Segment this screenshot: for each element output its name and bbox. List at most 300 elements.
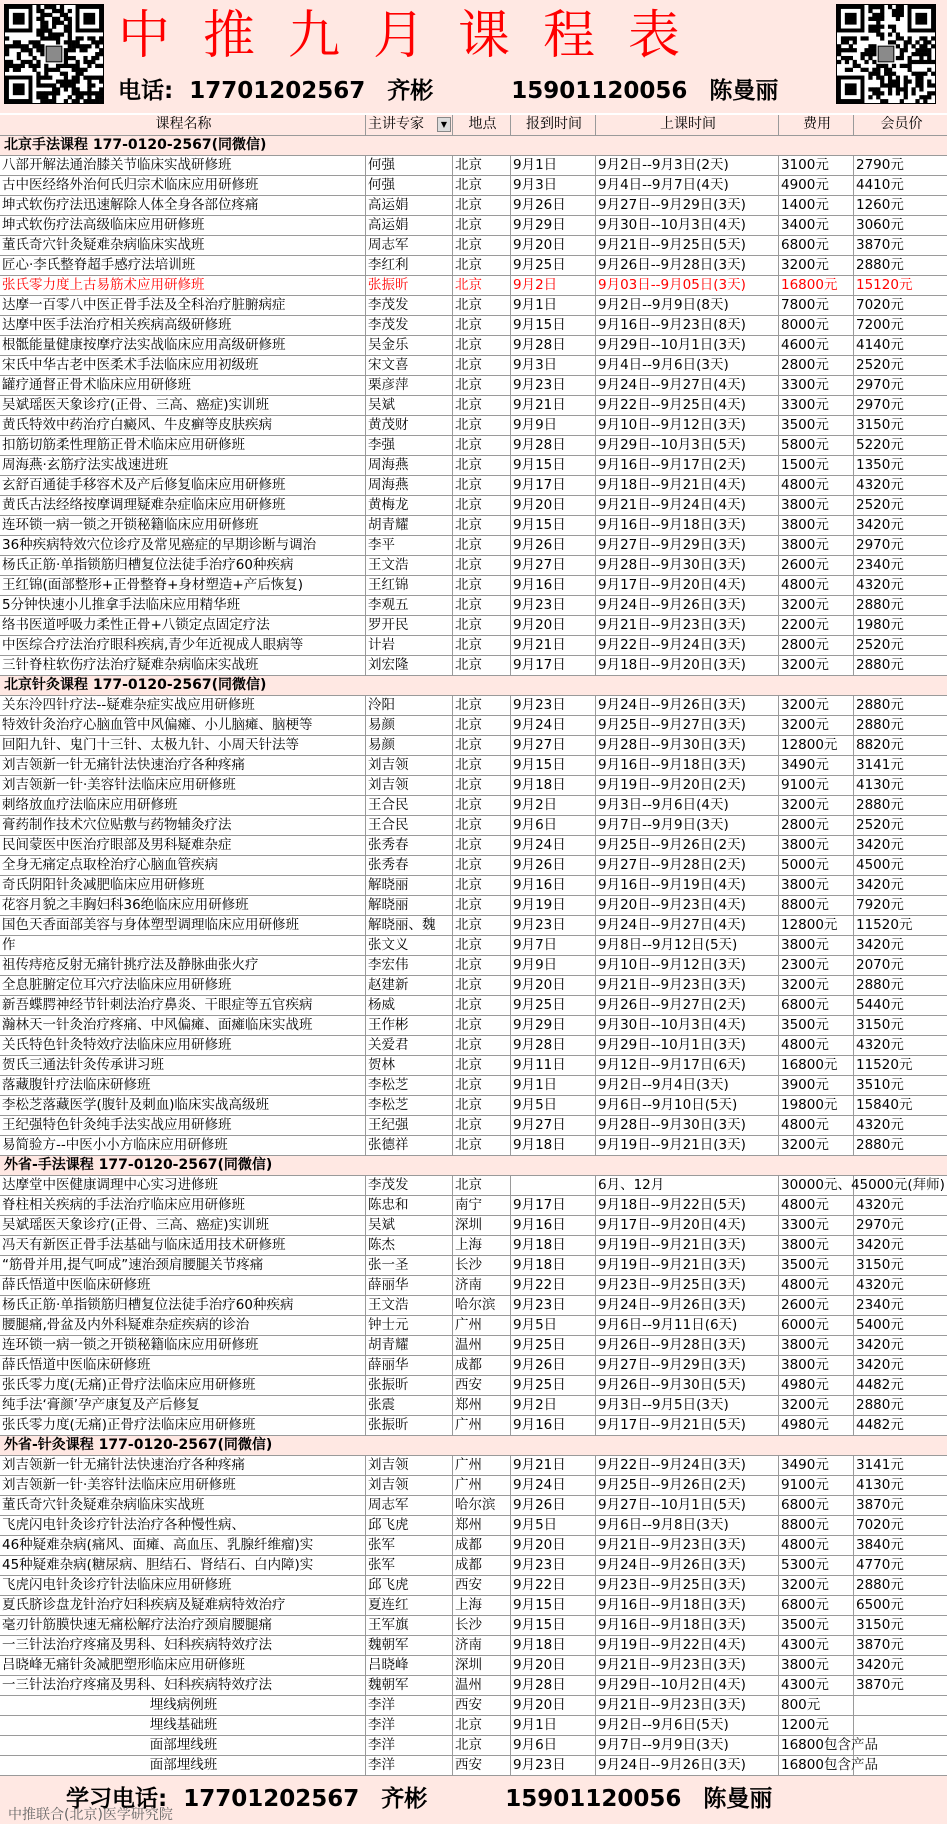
checkin-date-cell: 9月26日: [511, 1356, 596, 1375]
member-price-cell: 2970元: [856, 377, 904, 393]
expert-cell: 刘吉领: [366, 756, 453, 775]
table-row: [0, 1696, 947, 1716]
checkin-date-cell: 9月20日: [511, 1696, 596, 1715]
class-time-cell: 9月21日--9月23日(3天): [596, 1656, 779, 1675]
table-row: [0, 556, 947, 576]
checkin-date-cell: 9月15日: [511, 456, 596, 475]
member-price-cell: 2070元: [856, 957, 904, 973]
table-row: [0, 996, 947, 1016]
expert-cell: 王合民: [366, 816, 453, 835]
checkin-date-cell: 9月16日: [511, 1416, 596, 1435]
fee-cell: 3100元: [779, 156, 854, 175]
member-price-cell: 2520元: [856, 357, 904, 373]
member-price-cell: 2880元: [856, 1137, 904, 1153]
table-row: [0, 1556, 947, 1576]
table-row: [0, 836, 947, 856]
location-cell: 上海: [453, 1596, 511, 1615]
member-price-cell: 7200元: [856, 317, 904, 333]
expert-cell: 何强: [366, 176, 453, 195]
footer-watermark: 中推联合(北京)医学研究院: [8, 1807, 173, 1823]
member-price-cell: 2880元: [856, 797, 904, 813]
member-price-cell: 3870元: [856, 1677, 904, 1693]
member-price-cell: 7020元: [856, 1517, 904, 1533]
expert-cell: 吴斌: [366, 1216, 453, 1235]
section-title: 北京针灸课程 177-0120-2567(同微信): [4, 677, 267, 693]
course-name-cell: 黄氏古法经络按摩调理疑难杂症临床应用研修班: [0, 496, 366, 515]
checkin-date-cell: 9月18日: [511, 1636, 596, 1655]
checkin-date-cell: 9月21日: [511, 396, 596, 415]
member-price-cell: 3150元: [856, 1617, 904, 1633]
fee-cell: 4980元: [779, 1376, 854, 1395]
course-name-cell: 达摩一百零八中医正骨手法及全科治疗脏腑病症: [0, 296, 366, 315]
member-price-cell: 4320元: [856, 577, 904, 593]
member-price-cell: 2970元: [856, 397, 904, 413]
expert-cell: 李洋: [366, 1736, 453, 1755]
class-time-cell: 9月16日--9月23日(8天): [596, 316, 779, 335]
class-time-cell: 9月28日--9月30日(3天): [596, 736, 779, 755]
member-price-cell: 3060元: [856, 217, 904, 233]
table-row: [0, 496, 947, 516]
class-time-cell: 9月8日--9月12日(5天): [596, 936, 779, 955]
checkin-date-cell: 9月23日: [511, 376, 596, 395]
table-row: [0, 1336, 947, 1356]
fee-cell: 4300元: [779, 1636, 854, 1655]
expert-cell: 高运娟: [366, 196, 453, 215]
course-name-cell: 5分钟快速小儿推拿手法临床应用精华班: [0, 596, 366, 615]
table-row: [0, 1036, 947, 1056]
table-row: [0, 1496, 947, 1516]
checkin-date-cell: 9月26日: [511, 196, 596, 215]
table-row: [0, 536, 947, 556]
course-name-cell: 坤式软伤疗法高级临床应用研修班: [0, 216, 366, 235]
class-time-cell: 9月24日--9月26日(3天): [596, 1556, 779, 1575]
course-name-cell: 连环锁一病一锁之开锁秘籍临床应用研修班: [0, 516, 366, 535]
contact2-name: 陈曼丽: [709, 78, 779, 104]
checkin-date-cell: 9月22日: [511, 1276, 596, 1295]
fee-cell: 16800元: [779, 1056, 854, 1075]
location-cell: 西安: [453, 1576, 511, 1595]
course-name-cell: 祖传痔疮反射无痛针挑疗法及静脉曲张火疗: [0, 956, 366, 975]
fee-cell: 3900元: [779, 1076, 854, 1095]
course-name-cell: 黄氏特效中药治疗白癜风、牛皮癣等皮肤疾病: [0, 416, 366, 435]
class-time-cell: 9月27日--9月29日(3天): [596, 536, 779, 555]
table-row: [0, 856, 947, 876]
location-cell: 北京: [453, 296, 511, 315]
member-price-cell: 4140元: [856, 337, 904, 353]
checkin-date-cell: 9月21日: [511, 636, 596, 655]
expert-cell: 王合民: [366, 796, 453, 815]
fee-cell: 2300元: [779, 956, 854, 975]
fee-cell: 4800元: [779, 1036, 854, 1055]
member-price-cell: 2520元: [856, 817, 904, 833]
class-time-cell: 9月2日--9月6日(5天): [596, 1716, 779, 1735]
checkin-date-cell: 9月3日: [511, 356, 596, 375]
checkin-date-cell: 9月3日: [511, 176, 596, 195]
location-cell: 北京: [453, 316, 511, 335]
checkin-date-cell: 9月16日: [511, 576, 596, 595]
table-row: [0, 1476, 947, 1496]
fee-cell: 3800元: [779, 876, 854, 895]
location-cell: 北京: [453, 156, 511, 175]
member-price-cell: 3870元: [856, 1497, 904, 1513]
class-time-cell: 9月30日--10月3日(4天): [596, 216, 779, 235]
checkin-date-cell: 9月18日: [511, 1256, 596, 1275]
fee-cell: 12800元: [779, 736, 854, 755]
course-name-cell: 八部开解法通治膝关节临床实战研修班: [0, 156, 366, 175]
expert-cell: 李宏伟: [366, 956, 453, 975]
checkin-date-cell: 9月23日: [511, 1556, 596, 1575]
location-cell: 北京: [453, 636, 511, 655]
course-name-cell: 刘吉领新一针无痛针法快速治疗各种疼痛: [0, 1456, 366, 1475]
course-name-cell: 连环锁一病一锁之开锁秘籍临床应用研修班: [0, 1336, 366, 1355]
location-cell: 北京: [453, 816, 511, 835]
expert-cell: 张军: [366, 1536, 453, 1555]
fee-cell: 2200元: [779, 616, 854, 635]
table-row: [0, 776, 947, 796]
member-price-cell: [854, 1736, 947, 1755]
table-row: [0, 1136, 947, 1156]
fee-cell: 3200元: [779, 1576, 854, 1595]
class-time-cell: 9月10日--9月12日(3天): [596, 416, 779, 435]
location-cell: 北京: [453, 476, 511, 495]
fee-cell: 8800元: [779, 896, 854, 915]
fee-cell: 3200元: [779, 596, 854, 615]
expert-cell: 李洋: [366, 1716, 453, 1735]
expert-cell: 贺林: [366, 1056, 453, 1075]
class-time-cell: 9月29日--10月1日(3天): [596, 1036, 779, 1055]
expert-cell: 张秀春: [366, 836, 453, 855]
expert-cell: 陈杰: [366, 1236, 453, 1255]
expert-cell: 刘吉领: [366, 1476, 453, 1495]
course-name-cell: 薛氏悟道中医临床研修班: [0, 1276, 366, 1295]
class-time-cell: 9月16日--9月18日(3天): [596, 1616, 779, 1635]
class-time-cell: 9月29日--10月1日(3天): [596, 336, 779, 355]
class-time-cell: 9月24日--9月26日(3天): [596, 1296, 779, 1315]
course-name-cell: 张氏零力度(无痛)正骨疗法临床应用研修班: [0, 1376, 366, 1395]
course-name-cell: 关东泠四针疗法--疑难杂症实战应用研修班: [0, 696, 366, 715]
class-time-cell: 9月7日--9月9日(3天): [596, 1736, 779, 1755]
member-price-cell: 4482元: [856, 1377, 904, 1393]
fee-cell: 7800元: [779, 296, 854, 315]
checkin-date-cell: 9月23日: [511, 1296, 596, 1315]
table-row: [0, 276, 947, 296]
table-row: [0, 796, 947, 816]
member-price-cell: 3150元: [856, 1257, 904, 1273]
location-cell: 北京: [453, 856, 511, 875]
class-time-cell: 9月2日--9月9日(8天): [596, 296, 779, 315]
fee-cell: 3200元: [779, 716, 854, 735]
location-cell: 哈尔滨: [453, 1496, 511, 1515]
class-time-cell: 9月28日--9月30日(3天): [596, 556, 779, 575]
location-cell: 北京: [453, 616, 511, 635]
location-cell: 北京: [453, 456, 511, 475]
expert-cell: 周海燕: [366, 456, 453, 475]
class-time-cell: 9月16日--9月18日(3天): [596, 1596, 779, 1615]
class-time-cell: 9月25日--9月26日(2天): [596, 1476, 779, 1495]
course-name-cell: 刘吉领新一针·美容针法临床应用研修班: [0, 1476, 366, 1495]
course-name-cell: 吴斌瑶医天象诊疗(正骨、三高、癌症)实训班: [0, 1216, 366, 1235]
table-row: [0, 1256, 947, 1276]
member-price-cell: 2790元: [856, 157, 904, 173]
checkin-date-cell: 9月27日: [511, 1116, 596, 1135]
course-name-cell: 络书医道呼吸力柔性正骨+八锁定点固定疗法: [0, 616, 366, 635]
course-name-cell: 扣筋切筋柔性理筋正骨术临床应用研修班: [0, 436, 366, 455]
fee-cell: 3200元: [779, 696, 854, 715]
checkin-date-cell: 9月2日: [511, 796, 596, 815]
location-cell: 成都: [453, 1356, 511, 1375]
table-row: [0, 636, 947, 656]
expert-cell: 张振昕: [366, 1376, 453, 1395]
fee-cell: 5300元: [779, 1556, 854, 1575]
table-row: [0, 1656, 947, 1676]
class-time-cell: 9月26日--9月30日(5天): [596, 1376, 779, 1395]
location-cell: 北京: [453, 1036, 511, 1055]
class-time-cell: 9月19日--9月21日(3天): [596, 1236, 779, 1255]
member-price-cell: [854, 1716, 947, 1735]
course-name-cell: 毫刃针筋膜快速无痛松解疗法治疗颈肩腰腿痛: [0, 1616, 366, 1635]
table-row: [0, 1296, 947, 1316]
member-price-cell: 2880元: [856, 977, 904, 993]
fee-cell: 3200元: [779, 796, 854, 815]
table-row: [0, 156, 947, 176]
location-cell: 北京: [453, 496, 511, 515]
location-cell: 广州: [453, 1476, 511, 1495]
expert-cell: 易颜: [366, 736, 453, 755]
expert-cell: 张振昕: [366, 276, 453, 295]
member-price-cell: 3870元: [856, 1637, 904, 1653]
class-time-cell: 9月6日--9月10日(5天): [596, 1096, 779, 1115]
location-cell: 长沙: [453, 1256, 511, 1275]
class-time-cell: 9月23日--9月25日(3天): [596, 1276, 779, 1295]
table-row: [0, 1716, 947, 1736]
class-time-cell: 9月29日--10月3日(5天): [596, 436, 779, 455]
location-cell: 北京: [453, 1096, 511, 1115]
fee-cell: 8800元: [779, 1516, 854, 1535]
location-cell: 北京: [453, 1076, 511, 1095]
column-header-location: 地点: [453, 115, 511, 135]
expert-cell: 刘吉领: [366, 776, 453, 795]
member-price-cell: 4320元: [856, 1037, 904, 1053]
course-name-cell: “筋骨并用,提气呵成”速治颈肩腰腿关节疼痛: [0, 1256, 366, 1275]
location-cell: 西安: [453, 1376, 511, 1395]
checkin-date-cell: 9月6日: [511, 816, 596, 835]
checkin-date-cell: 9月2日: [511, 1396, 596, 1415]
class-time-cell: 9月16日--9月17日(2天): [596, 456, 779, 475]
table-row: [0, 1196, 947, 1216]
expert-cell: 薛丽华: [366, 1276, 453, 1295]
course-name-cell: 古中医经络外治何氏归宗术临床应用研修班: [0, 176, 366, 195]
dropdown-arrow-icon[interactable]: ▼: [437, 117, 451, 132]
fee-cell: 12800元: [779, 916, 854, 935]
location-cell: 北京: [453, 796, 511, 815]
course-name-cell: 薛氏悟道中医临床研修班: [0, 1356, 366, 1375]
course-name-cell: 张氏零力度(无痛)正骨疗法临床应用研修班: [0, 1416, 366, 1435]
table-row: [0, 1536, 947, 1556]
location-cell: 温州: [453, 1336, 511, 1355]
class-time-cell: 9月24日--9月27日(4天): [596, 916, 779, 935]
qr-code-icon: [836, 4, 936, 104]
member-price-cell: 2520元: [856, 497, 904, 513]
fee-cell: 3200元: [779, 656, 854, 675]
footer-contact1-name: 齐彬: [381, 1786, 428, 1812]
class-time-cell: 9月19日--9月21日(3天): [596, 1256, 779, 1275]
table-row: [0, 1016, 947, 1036]
expert-cell: 吴斌: [366, 396, 453, 415]
checkin-date-cell: 9月9日: [511, 956, 596, 975]
checkin-date-cell: 9月22日: [511, 1576, 596, 1595]
expert-cell: 王军旗: [366, 1616, 453, 1635]
member-price-cell: 5400元: [856, 1317, 904, 1333]
checkin-date-cell: 9月20日: [511, 1656, 596, 1675]
member-price-cell: [854, 1756, 947, 1775]
expert-cell: 夏连红: [366, 1596, 453, 1615]
footer-label: 学习电话:: [66, 1786, 168, 1812]
location-cell: 北京: [453, 1736, 511, 1755]
member-price-cell: 2340元: [856, 557, 904, 573]
table-row: [0, 1676, 947, 1696]
checkin-date-cell: 9月28日: [511, 1676, 596, 1695]
table-row: [0, 476, 947, 496]
course-name-cell: 夏氏脐诊盘龙针治疗妇科疾病及疑难病特效治疗: [0, 1596, 366, 1615]
expert-cell: 高运娟: [366, 216, 453, 235]
location-cell: 北京: [453, 336, 511, 355]
column-header-fee: 费用: [779, 115, 854, 135]
table-row: [0, 256, 947, 276]
fee-cell: 4300元: [779, 1676, 854, 1695]
course-name-cell: 46种疑难杂病(痛风、面瘫、高血压、乳腺纤维瘤)实: [0, 1536, 366, 1555]
class-time-cell: 9月7日--9月9日(3天): [596, 816, 779, 835]
fee-cell: 3300元: [779, 396, 854, 415]
page-title: 中推九月课程表: [118, 6, 714, 66]
fee-cell: 3800元: [779, 1336, 854, 1355]
location-cell: 广州: [453, 1416, 511, 1435]
member-price-cell: 2340元: [856, 1297, 904, 1313]
table-row: [0, 456, 947, 476]
course-name-cell: 奇氏阴阳针灸减肥临床应用研修班: [0, 876, 366, 895]
member-price-cell: 2880元: [856, 1397, 904, 1413]
location-cell: 北京: [453, 1716, 511, 1735]
course-name-cell: 埋线基础班: [0, 1716, 366, 1735]
member-price-cell: 1350元: [856, 457, 904, 473]
class-time-cell: 9月4日--9月7日(4天): [596, 176, 779, 195]
location-cell: 北京: [453, 416, 511, 435]
location-cell: 郑州: [453, 1396, 511, 1415]
expert-cell: 计岩: [366, 636, 453, 655]
contact1-name: 齐彬: [387, 78, 434, 104]
checkin-date-cell: 9月1日: [511, 1716, 596, 1735]
column-header-expert-filter[interactable]: 主讲专家 ▼: [366, 115, 453, 135]
checkin-date-cell: 9月16日: [511, 876, 596, 895]
fee-cell: 8000元: [779, 316, 854, 335]
fee-cell: 6000元: [779, 1316, 854, 1335]
class-time-cell: 9月30日--10月3日(4天): [596, 1016, 779, 1035]
course-name-cell: 冯天有新医正骨手法基础与临床适用技术研修班: [0, 1236, 366, 1255]
course-name-cell: 吕晓峰无痛针灸减肥塑形临床应用研修班: [0, 1656, 366, 1675]
expert-cell: 刘吉领: [366, 1456, 453, 1475]
member-price-cell: 4320元: [856, 1277, 904, 1293]
checkin-date-cell: 9月21日: [511, 1456, 596, 1475]
column-header-member-price: 会员价: [880, 116, 923, 132]
course-name-cell: 回阳九针、鬼门十三针、太极九针、小周天针法等: [0, 736, 366, 755]
table-row: [0, 696, 947, 716]
class-time-cell: 9月25日--9月27日(3天): [596, 716, 779, 735]
checkin-date-cell: 9月15日: [511, 516, 596, 535]
location-cell: 北京: [453, 516, 511, 535]
member-price-cell: 11520元: [856, 917, 913, 933]
course-name-cell: 杨氏正筋·单指锁筋归槽复位法徒手治疗60种疾病: [0, 1296, 366, 1315]
table-row: [0, 216, 947, 236]
checkin-date-cell: 9月23日: [511, 1756, 596, 1775]
class-time-cell: 9月21日--9月23日(3天): [596, 616, 779, 635]
section-header: [0, 1436, 947, 1456]
class-time-cell: 9月27日--9月28日(2天): [596, 856, 779, 875]
member-price-cell: 15840元: [856, 1097, 913, 1113]
course-name-cell: 全身无痛定点取栓治疗心脑血管疾病: [0, 856, 366, 875]
location-cell: 北京: [453, 216, 511, 235]
fee-cell: 3400元: [779, 216, 854, 235]
expert-cell: 李松芝: [366, 1096, 453, 1115]
location-cell: 北京: [453, 776, 511, 795]
fee-cell: 3200元: [779, 1136, 854, 1155]
class-time-cell: 9月21日--9月23日(3天): [596, 1696, 779, 1715]
expert-cell: 王文浩: [366, 1296, 453, 1315]
fee-cell: 2800元: [779, 816, 854, 835]
location-cell: 北京: [453, 996, 511, 1015]
fee-cell: 3500元: [779, 1016, 854, 1035]
member-price-cell: 5440元: [856, 997, 904, 1013]
fee-cell: 16800元: [779, 276, 854, 295]
location-cell: 北京: [453, 876, 511, 895]
class-time-cell: 9月21日--9月24日(4天): [596, 496, 779, 515]
member-price-cell: 2880元: [856, 717, 904, 733]
table-row: [0, 1236, 947, 1256]
expert-cell: 李洋: [366, 1696, 453, 1715]
class-time-cell: 9月19日--9月20日(2天): [596, 776, 779, 795]
table-row: [0, 1376, 947, 1396]
location-cell: 北京: [453, 956, 511, 975]
course-name-cell: 全息脏腑定位耳穴疗法临床应用研修班: [0, 976, 366, 995]
member-price-cell: 3150元: [856, 417, 904, 433]
column-header-checkin: 报到时间: [511, 115, 596, 135]
expert-cell: 王文浩: [366, 556, 453, 575]
fee-cell: 3200元: [779, 1396, 854, 1415]
footer-contact1-phone: 17701202567: [183, 1786, 360, 1812]
course-name-cell: 杨氏正筋·单指锁筋归槽复位法徒手治疗60种疾病: [0, 556, 366, 575]
member-price-cell: 3420元: [856, 1237, 904, 1253]
member-price-cell: 3420元: [856, 1337, 904, 1353]
fee-cell: 6800元: [779, 236, 854, 255]
course-name-cell: 纯手法‘膏颜’孕产康复及产后修复: [0, 1396, 366, 1415]
fee-cell: 3500元: [779, 1616, 854, 1635]
table-row: [0, 816, 947, 836]
course-name-cell: 关氏特色针灸特效疗法临床应用研修班: [0, 1036, 366, 1055]
member-price-cell: 4130元: [856, 777, 904, 793]
course-name-cell: 董氏奇穴针灸疑难杂病临床实战班: [0, 236, 366, 255]
table-row: [0, 516, 947, 536]
member-price-cell: 3840元: [856, 1537, 904, 1553]
table-row: [0, 176, 947, 196]
fee-cell: 3200元: [779, 256, 854, 275]
fee-cell: 3800元: [779, 536, 854, 555]
checkin-date-cell: 9月9日: [511, 416, 596, 435]
fee-cell: 3490元: [779, 1456, 854, 1475]
expert-cell: 张震: [366, 1396, 453, 1415]
expert-cell: 王纪强: [366, 1116, 453, 1135]
table-row: [0, 1116, 947, 1136]
qr-code-icon: [4, 4, 104, 104]
member-price-cell: [854, 1696, 947, 1715]
fee-cell: 4800元: [779, 1116, 854, 1135]
